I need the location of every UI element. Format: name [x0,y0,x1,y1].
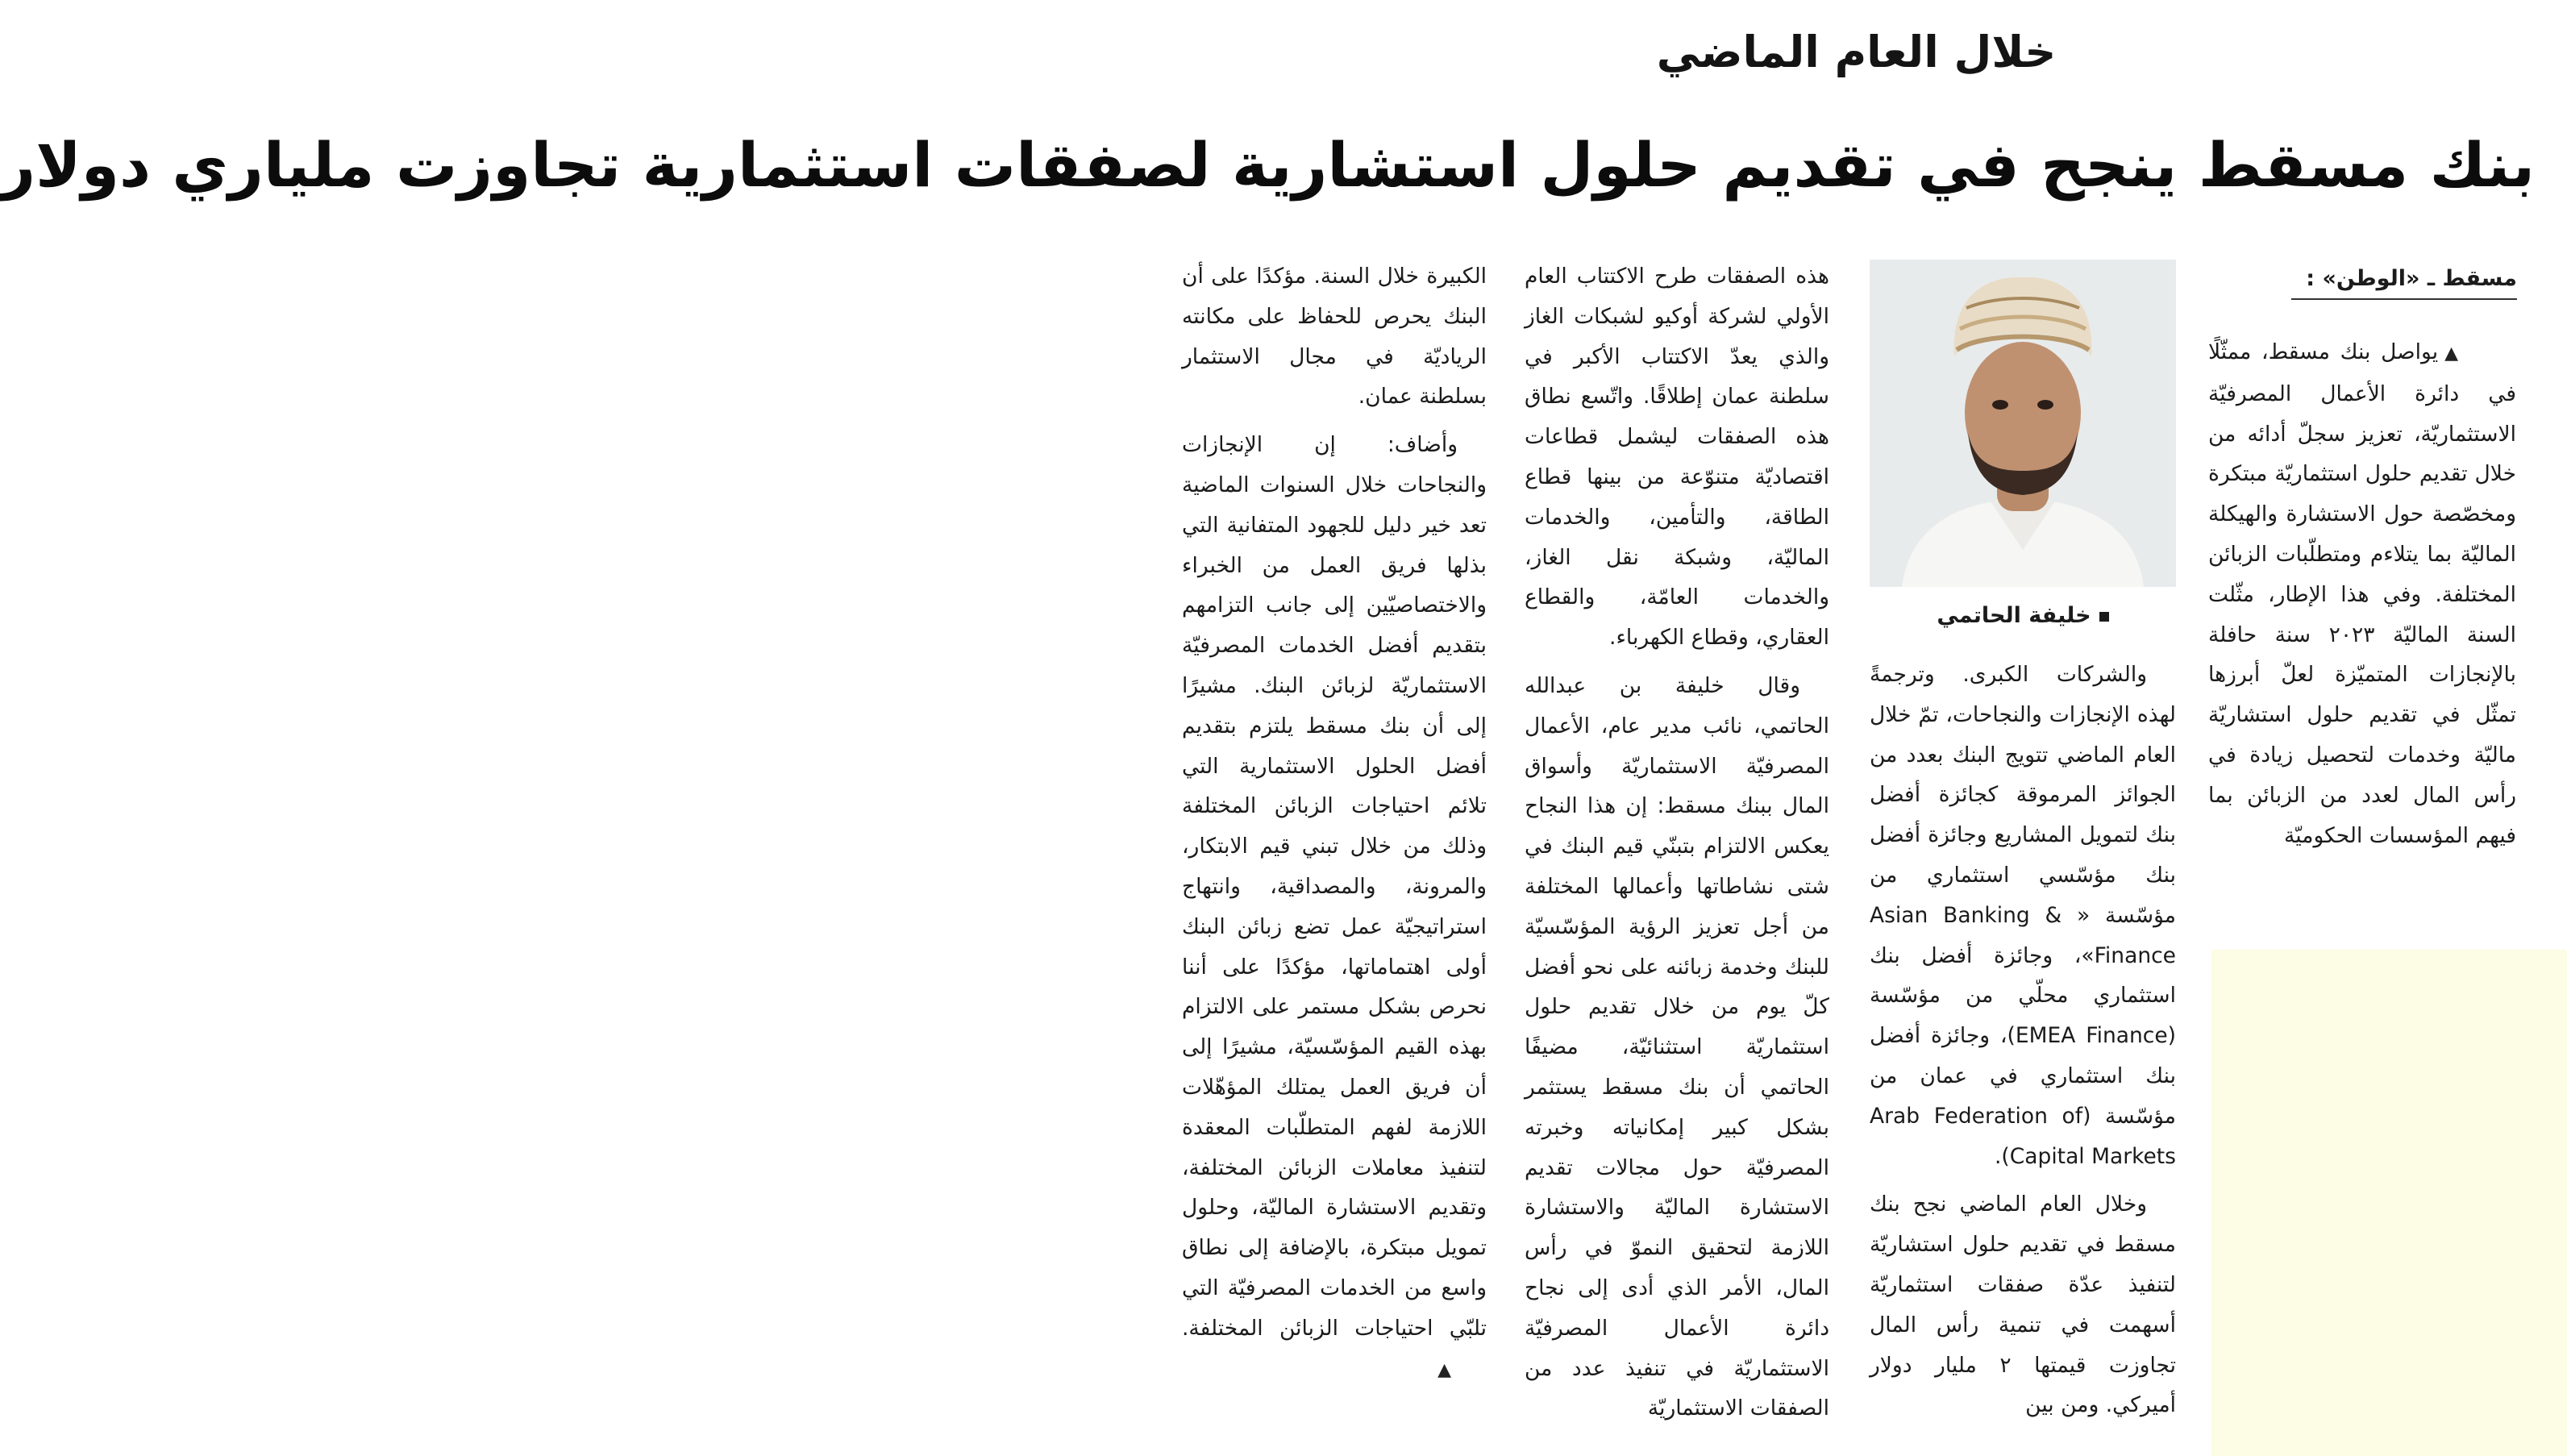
shaded-ad-area [2211,950,2567,1456]
square-bullet-icon [2099,612,2109,622]
photo-caption [1870,598,2176,634]
article-kicker: خلال العام الماضي [1656,27,2057,77]
article-column-4 [1182,256,1487,1450]
column-4-paragraph-2 [1182,425,1487,1390]
article-headline: بنك مسقط ينجح في تقديم حلول استشارية لصفقات استثمارية تجاوزت ملياري دولار [0,129,2535,201]
end-wing-icon: ▲ [1437,1359,1451,1380]
column-1-paragraph-1 [2208,332,2516,855]
column-2-paragraph-1: والشركات الكبرى. وترجمةً لهذه الإنجازات والنجاحات، تمّ خلال العام الماضي تتويج البنك بعدد من الجوائز المرموقة كجائزة أفضل بنك لتمويل المشاريع وجائزة أفضل بنك مؤسّسي استثماري من مؤسّسة « Asian Banking & Finance»، وجائزة أفضل بنك استثماري محلّي من مؤسّسة (EMEA Finance)، وجائزة أفضل بنك استثماري في عمان من مؤسّسة (Arab Federation of Capital Markets). [1870,662,2176,1169]
portrait-photo [1870,260,2176,587]
column-4-paragraph-1: الكبيرة خلال السنة. مؤكدًا على أن البنك يحرص للحفاظ على مكانته الرياديّة في مجال الاستثمار بسلطنة عمان. [1182,264,1487,410]
column-2-paragraph-2: وخلال العام الماضي نجح بنك مسقط في تقديم حلول استشاريّة لتنفيذ عدّة صفقات استثماريّة أسهمت في تنمية رأس المال تجاوزت قيمتها ٢ مليار دولار أميركي. ومن بين [1870,1192,2176,1418]
article-column-3 [1525,256,1829,1450]
article-column-2 [1870,655,2176,1445]
column-1-text-1: يواصل بنك مسقط، ممثّلًا في دائرة الأعمال المصرفيّة الاستثماريّة، تعزيز سجلّ أدائه من خلال تقديم حلول استثماريّة مبتكرة ومخصّصة حول الاستشارة والهيكلة الماليّة بما يتلاءم ومتطلّبات الزبائن المختلفة. وفي هذا الإطار، مثّلت السنة الماليّة ٢٠٢٣ سنة حافلة بالإنجازات المتميّزة لعلّ أبرزها تمثّل في تقديم حلول استشاريّة ماليّة وخدمات لتحصيل زيادة في رأس المال لعدد من الزبائن بما فيهم المؤسسات الحكوميّة [2208,339,2516,848]
photo-caption-text: خليفة الحاتمي [1937,603,2091,628]
article-column-1 [2208,332,2516,896]
column-3-paragraph-1: هذه الصفقات طرح الاكتتاب العام الأولي لشركة أوكيو لشبكات الغاز والذي يعدّ الاكتتاب الأكبر في سلطنة عمان إطلاقًا. واتّسع نطاق هذه الصفقات ليشمل قطاعات اقتصاديّة متنوّعة من بينها قطاع الطاقة، والتأمين، والخدمات الماليّة، وشبكة نقل الغاز، والخدمات العامّة، والقطاع العقاري، وقطاع الكهرباء. [1525,264,1829,651]
portrait-illustration [1870,260,2176,587]
wing-icon: ▲ [2444,343,2458,364]
column-4-text-2: وأضاف: إن الإنجازات والنجاحات خلال السنوات الماضية تعد خير دليل للجهود المتفانية التي بذلها فريق العمل من الخبراء والاختصاصيّين إلى جانب التزامهم بتقديم أفضل الخدمات المصرفيّة الاستثماريّة لزبائن البنك. مشيرًا إلى أن بنك مسقط يلتزم بتقديم أفضل الحلول الاستثمارية التي تلائم احتياجات الزبائن المختلفة وذلك من خلال تبني قيم الابتكار، والمرونة، والمصداقية، وانتهاج استراتيجيّة عمل تضع زبائن البنك أولى اهتماماتها، مؤكدًا على أننا نحرص بشكل مستمر على الالتزام بهذه القيم المؤسّسيّة، مشيرًا إلى أن فريق العمل يمتلك المؤهّلات اللازمة لفهم المتطلّبات المعقدة لتنفيذ معاملات الزبائن المختلفة، وتقديم الاستشارة الماليّة، وحلول تمويل مبتكرة، بالإضافة إلى نطاق واسع من الخدمات المصرفيّة التي تلبّي احتياجات الزبائن المختلفة. [1182,432,1487,1341]
article-byline: مسقط ـ «الوطن» : [2291,260,2517,300]
column-3-paragraph-2: وقال خليفة بن عبدالله الحاتمي، نائب مدير عام، الأعمال المصرفيّة الاستثماريّة وأسواق المال ببنك مسقط: إن هذا النجاح يعكس الالتزام بتبنّي قيم البنك في شتى نشاطاتها وأعمالها المختلفة من أجل تعزيز الرؤية المؤسّسيّة للبنك وخدمة زبائنه على نحو أفضل كلّ يوم من خلال تقديم حلول استثماريّة استثنائيّة، مضيفًا الحاتمي أن بنك مسقط يستثمر بشكل كبير إمكانياته وخبرته المصرفيّة حول مجالات تقديم الاستشارة الماليّة والاستشارة اللازمة لتحقيق النموّ في رأس المال، الأمر الذي أدى إلى نجاح دائرة الأعمال المصرفيّة الاستثماريّة في تنفيذ عدد من الصفقات الاستثماريّة [1525,672,1829,1421]
